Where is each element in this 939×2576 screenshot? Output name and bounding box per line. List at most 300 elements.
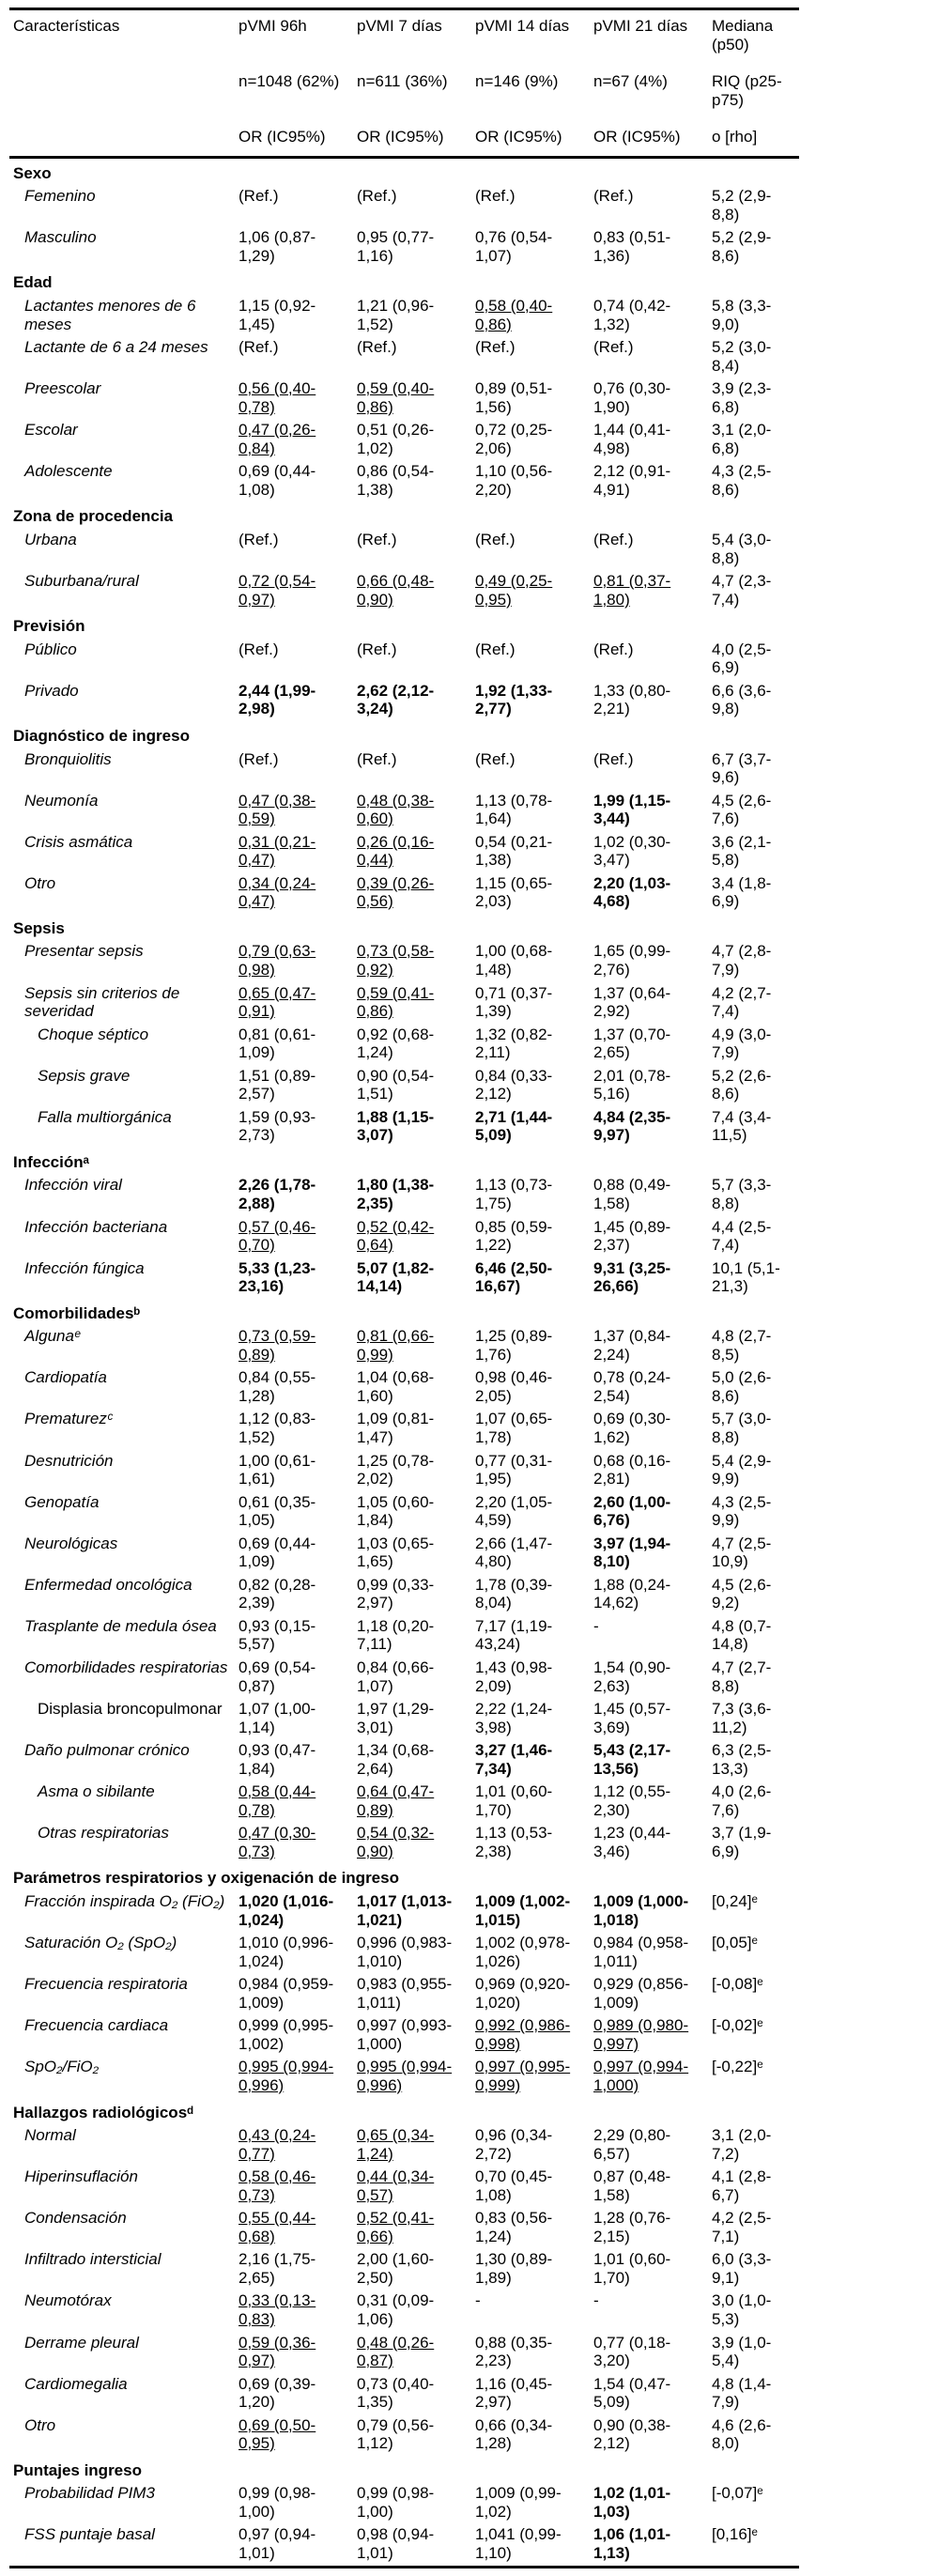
or-cell: 0,997 (0,995-0,999) [475, 2058, 571, 2094]
or-cell: 1,97 (1,29-3,01) [357, 1700, 435, 1736]
median-cell: 4,2 (2,7-7,4) [712, 983, 772, 1021]
or-cell: 2,26 (1,78-2,88) [239, 1176, 316, 1212]
header-pvmi-7d-title: pVMI 7 días [357, 17, 442, 35]
or-cell: 0,99 (0,98-1,00) [239, 2484, 316, 2521]
row-label: Infección fúngica [24, 1258, 145, 1277]
median-cell: 4,7 (2,8-7,9) [712, 942, 772, 979]
or-cell: 1,25 (0,78-2,02) [357, 1451, 435, 1489]
table-row [9, 1932, 799, 1973]
or-cell: 0,989 (0,980-0,997) [593, 2016, 689, 2053]
row-label: Infiltrado intersticial [24, 2250, 162, 2269]
or-cell: - [475, 2291, 481, 2310]
median-cell: [0,05]ᵉ [712, 1934, 758, 1952]
median-cell: 3,6 (2,1-5,8) [712, 832, 772, 870]
row-label: Hiperinsuflación [24, 2167, 138, 2186]
or-cell: 0,33 (0,13-0,83) [239, 2291, 316, 2328]
section-label: Previsión [13, 617, 85, 636]
table-row [9, 2248, 799, 2290]
or-cell: 0,55 (0,44-0,68) [239, 2209, 316, 2245]
or-cell: 0,39 (0,26-0,56) [357, 873, 435, 911]
or-cell: 1,88 (0,24-14,62) [593, 1575, 671, 1612]
table-row [9, 1216, 799, 1257]
or-cell: 1,020 (1,016-1,024) [239, 1892, 334, 1929]
row-label: SpO₂/FiO₂ [24, 2058, 100, 2076]
or-cell: 1,37 (0,70-2,65) [593, 1025, 671, 1062]
row-label: Masculino [24, 228, 97, 247]
row-label: Presentar sepsis [24, 942, 144, 961]
median-cell: 6,3 (2,5-13,3) [712, 1741, 772, 1778]
or-cell: 0,72 (0,54-0,97) [239, 572, 316, 609]
row-label: Crisis asmática [24, 832, 133, 851]
table-row [9, 226, 799, 268]
or-cell: 0,65 (0,34-1,24) [357, 2126, 435, 2163]
table-row [9, 295, 799, 336]
table-row [9, 639, 799, 680]
or-cell: 0,47 (0,38-0,59) [239, 791, 316, 828]
or-cell: 1,13 (0,78-1,64) [475, 791, 553, 828]
or-cell: 2,71 (1,44-5,09) [475, 1107, 553, 1145]
or-cell: 0,95 (0,77-1,16) [357, 228, 435, 265]
table-row [9, 185, 799, 226]
header-mediana-rho: o [rho] [708, 126, 799, 157]
table-row [9, 872, 799, 914]
table-row [9, 1739, 799, 1781]
or-cell: 1,99 (1,15-3,44) [593, 791, 671, 828]
section-label: Parámetros respiratorios y oxigenación de ingreso [13, 1869, 399, 1888]
or-cell: (Ref.) [475, 640, 516, 658]
or-cell: (Ref.) [357, 531, 397, 549]
or-cell: 1,041 (0,99-1,10) [475, 2525, 562, 2562]
row-label: Displasia broncopulmonar [38, 1700, 223, 1719]
table-row [9, 336, 799, 378]
section-row [9, 268, 799, 295]
or-cell: 0,54 (0,32-0,90) [357, 1824, 435, 1860]
row-label: Suburbana/rural [24, 572, 139, 591]
or-cell: 0,58 (0,46-0,73) [239, 2167, 316, 2204]
or-cell: 0,44 (0,34-0,57) [357, 2167, 435, 2204]
table-row [9, 1890, 799, 1932]
or-cell: 1,51 (0,89-2,57) [239, 1066, 316, 1103]
or-cell: 0,86 (0,54-1,38) [357, 462, 435, 499]
median-cell: 3,4 (1,8-6,9) [712, 873, 772, 911]
or-cell: 1,02 (1,01-1,03) [593, 2484, 671, 2521]
or-cell: 3,27 (1,46-7,34) [475, 1741, 553, 1778]
table-row [9, 1491, 799, 1533]
or-cell: 1,01 (0,60-1,70) [475, 1782, 553, 1819]
or-cell: (Ref.) [357, 187, 397, 206]
or-cell: 1,04 (0,68-1,60) [357, 1368, 435, 1405]
or-cell: 2,60 (1,00-6,76) [593, 1492, 671, 1530]
row-label: Choque séptico [38, 1025, 149, 1043]
or-cell: 0,78 (0,24-2,54) [593, 1368, 671, 1405]
or-cell: (Ref.) [239, 531, 279, 549]
table-row [9, 2207, 799, 2248]
or-cell: (Ref.) [593, 338, 634, 357]
or-cell: 0,995 (0,994-0,996) [239, 2058, 334, 2094]
or-cell: 0,48 (0,38-0,60) [357, 791, 435, 828]
row-label: Desnutrición [24, 1451, 114, 1470]
median-cell: 10,1 (5,1-21,3) [712, 1258, 780, 1296]
header-pvmi-96h-n: n=1048 (62%) [239, 72, 340, 91]
median-cell: 3,0 (1,0-5,3) [712, 2291, 772, 2328]
row-label: Otro [24, 873, 56, 892]
median-cell: 6,6 (3,6-9,8) [712, 681, 772, 718]
section-row [9, 1863, 799, 1890]
median-cell: 4,5 (2,6-9,2) [712, 1575, 772, 1612]
or-cell: 0,88 (0,49-1,58) [593, 1176, 671, 1212]
or-cell: 0,995 (0,994-0,996) [357, 2058, 453, 2094]
table-row [9, 790, 799, 831]
or-cell: 1,09 (0,81-1,47) [357, 1410, 435, 1446]
section-row [9, 1299, 799, 1326]
section-label: Sexo [13, 163, 52, 182]
or-cell: 0,51 (0,26-1,02) [357, 421, 435, 457]
or-cell: 1,01 (0,60-1,70) [593, 2250, 671, 2287]
table-row [9, 2166, 799, 2207]
table-row [9, 748, 799, 790]
row-label: Sepsis grave [38, 1066, 131, 1085]
or-cell: 0,69 (0,39-1,20) [239, 2374, 316, 2412]
or-cell: 1,32 (0,82-2,11) [475, 1025, 553, 1062]
or-cell: 0,96 (0,34-2,72) [475, 2126, 553, 2163]
or-cell: 1,017 (1,013-1,021) [357, 1892, 453, 1929]
row-label: Adolescente [24, 462, 113, 481]
or-cell: 0,71 (0,37-1,39) [475, 983, 553, 1021]
or-cell: 1,00 (0,61-1,61) [239, 1451, 316, 1489]
median-cell: 4,0 (2,5-6,9) [712, 640, 772, 677]
or-cell: 0,59 (0,40-0,86) [357, 379, 435, 416]
median-cell: 6,0 (3,3-9,1) [712, 2250, 772, 2287]
row-label: FSS puntaje basal [24, 2525, 155, 2544]
or-cell: 1,15 (0,65-2,03) [475, 873, 553, 911]
row-label: Saturación O₂ (SpO₂) [24, 1934, 177, 1952]
or-cell: 2,12 (0,91-4,91) [593, 462, 671, 499]
row-label: Condensación [24, 2209, 127, 2228]
median-cell: 5,2 (2,9-8,6) [712, 228, 772, 265]
or-cell: 5,07 (1,82-14,14) [357, 1258, 435, 1296]
or-cell: 0,56 (0,40-0,78) [239, 379, 316, 416]
or-cell: 1,010 (0,996-1,024) [239, 1934, 334, 1970]
row-label: Algunaᵉ [24, 1327, 81, 1346]
table-row [9, 2124, 799, 2166]
or-cell: (Ref.) [475, 749, 516, 768]
or-cell: 1,59 (0,93-2,73) [239, 1107, 316, 1145]
header-pvmi-96h-title: pVMI 96h [239, 17, 307, 35]
or-cell: 1,43 (0,98-2,09) [475, 1658, 553, 1695]
or-cell: 0,79 (0,56-1,12) [357, 2415, 435, 2453]
or-cell: 0,97 (0,94-1,01) [239, 2525, 316, 2562]
or-cell: 0,88 (0,35-2,23) [475, 2333, 553, 2370]
row-label: Cardiomegalia [24, 2374, 128, 2393]
row-label: Infección bacteriana [24, 1217, 168, 1236]
median-cell: 5,8 (3,3-9,0) [712, 297, 772, 333]
table-row [9, 1257, 799, 1299]
or-cell: 1,15 (0,92-1,45) [239, 297, 316, 333]
median-cell: 5,4 (2,9-9,9) [712, 1451, 772, 1489]
row-label: Fracción inspirada O₂ (FiO₂) [24, 1892, 225, 1911]
or-cell: 0,47 (0,26-0,84) [239, 421, 316, 457]
row-label: Derrame pleural [24, 2333, 139, 2352]
or-cell: (Ref.) [239, 749, 279, 768]
or-cell: 2,20 (1,05-4,59) [475, 1492, 553, 1530]
or-cell: 1,06 (0,87-1,29) [239, 228, 316, 265]
or-cell: 1,37 (0,64-2,92) [593, 983, 671, 1021]
row-label: Trasplante de medula ósea [24, 1616, 217, 1635]
or-cell: 2,16 (1,75-2,65) [239, 2250, 316, 2287]
or-cell: (Ref.) [357, 640, 397, 658]
or-cell: 0,77 (0,31-1,95) [475, 1451, 553, 1489]
median-cell: 4,7 (2,7-8,8) [712, 1658, 772, 1695]
or-cell: 0,90 (0,54-1,51) [357, 1066, 435, 1103]
or-cell: 1,13 (0,73-1,75) [475, 1176, 553, 1212]
or-cell: 0,49 (0,25-0,95) [475, 572, 553, 609]
or-cell: 0,84 (0,33-2,12) [475, 1066, 553, 1103]
or-cell: 0,72 (0,25-2,06) [475, 421, 553, 457]
or-cell: (Ref.) [357, 338, 397, 357]
or-cell: 1,009 (0,99-1,02) [475, 2484, 562, 2521]
table-row [9, 1822, 799, 1863]
median-cell: 4,4 (2,5-7,4) [712, 1217, 772, 1255]
table-body [9, 157, 799, 2567]
or-cell: 0,929 (0,856-1,009) [593, 1975, 689, 2012]
median-cell: 3,9 (2,3-6,8) [712, 379, 772, 416]
or-cell: 0,26 (0,16-0,44) [357, 832, 435, 870]
row-label: Falla multiorgánica [38, 1107, 172, 1126]
or-cell: 1,88 (1,15-3,07) [357, 1107, 435, 1145]
or-cell: 1,07 (0,65-1,78) [475, 1410, 553, 1446]
row-label: Genopatía [24, 1492, 100, 1511]
or-cell: 0,83 (0,56-1,24) [475, 2209, 553, 2245]
row-label: Frecuencia cardiaca [24, 2016, 169, 2035]
table-row [9, 1174, 799, 1215]
or-cell: 2,66 (1,47-4,80) [475, 1534, 553, 1571]
table-row [9, 1657, 799, 1698]
or-cell: (Ref.) [593, 531, 634, 549]
section-label: Puntajes ingreso [13, 2460, 142, 2479]
or-cell: 0,69 (0,54-0,87) [239, 1658, 316, 1695]
median-cell: 4,7 (2,3-7,4) [712, 572, 772, 609]
or-cell: 0,59 (0,41-0,86) [357, 983, 435, 1021]
table-row [9, 2056, 799, 2097]
or-cell: 1,03 (0,65-1,65) [357, 1534, 435, 1571]
or-cell: 1,80 (1,38-2,35) [357, 1176, 435, 1212]
median-cell: 4,8 (1,4-7,9) [712, 2374, 772, 2412]
table-row [9, 378, 799, 419]
header-pvmi-14d-title: pVMI 14 días [475, 17, 570, 35]
section-row [9, 721, 799, 748]
section-label: Sepsis [13, 918, 65, 937]
or-cell: 0,81 (0,37-1,80) [593, 572, 671, 609]
median-cell: [0,24]ᵉ [712, 1892, 758, 1911]
or-cell: 0,73 (0,59-0,89) [239, 1327, 316, 1364]
or-cell: 0,66 (0,34-1,28) [475, 2415, 553, 2453]
header-pvmi-21d-or: OR (IC95%) [590, 126, 708, 157]
or-cell: 2,44 (1,99-2,98) [239, 681, 316, 718]
table-row [9, 1065, 799, 1106]
row-label: Cardiopatía [24, 1368, 107, 1387]
table-row [9, 2014, 799, 2056]
or-cell: 0,89 (0,51-1,56) [475, 379, 553, 416]
or-cell: 0,79 (0,63-0,98) [239, 942, 316, 979]
header-mediana-title: Mediana (p50) [712, 17, 774, 54]
or-cell: 2,20 (1,03-4,68) [593, 873, 671, 911]
or-cell: 0,34 (0,24-0,47) [239, 873, 316, 911]
table-head [9, 9, 799, 158]
or-cell: 5,33 (1,23-23,16) [239, 1258, 316, 1296]
or-cell: 0,984 (0,958-1,011) [593, 1934, 689, 1970]
or-cell: 0,92 (0,68-1,24) [357, 1025, 435, 1062]
median-cell: 5,2 (2,6-8,6) [712, 1066, 772, 1103]
median-cell: 4,2 (2,5-7,1) [712, 2209, 772, 2245]
table-row [9, 2373, 799, 2414]
or-cell: 0,68 (0,16-2,81) [593, 1451, 671, 1489]
or-cell: 0,69 (0,50-0,95) [239, 2415, 316, 2453]
or-cell: 0,84 (0,55-1,28) [239, 1368, 316, 1405]
or-cell: 1,12 (0,55-2,30) [593, 1782, 671, 1819]
or-cell: 0,31 (0,21-0,47) [239, 832, 316, 870]
row-label: Prematurezᶜ [24, 1410, 113, 1428]
or-cell: 6,46 (2,50-16,67) [475, 1258, 553, 1296]
or-cell: 1,002 (0,978-1,026) [475, 1934, 571, 1970]
header-pvmi-21d-title: pVMI 21 días [593, 17, 688, 35]
or-cell: 0,77 (0,18-3,20) [593, 2333, 671, 2370]
or-cell: 1,65 (0,99-2,76) [593, 942, 671, 979]
or-cell: 0,984 (0,959-1,009) [239, 1975, 334, 2012]
table-row [9, 570, 799, 611]
median-cell: 4,7 (2,5-10,9) [712, 1534, 772, 1571]
or-cell: 0,99 (0,98-1,00) [357, 2484, 435, 2521]
or-cell: 5,43 (2,17-13,56) [593, 1741, 671, 1778]
or-cell: 1,18 (0,20-7,11) [357, 1616, 435, 1654]
median-cell: 4,3 (2,5-9,9) [712, 1492, 772, 1530]
header-caracteristicas: Características [9, 9, 235, 158]
or-cell: 1,02 (0,30-3,47) [593, 832, 671, 870]
row-label: Asma o sibilante [38, 1782, 155, 1801]
or-cell: 0,73 (0,40-1,35) [357, 2374, 435, 2412]
or-cell: 0,59 (0,36-0,97) [239, 2333, 316, 2370]
section-label: Hallazgos radiológicosᵈ [13, 2103, 193, 2121]
or-cell: 0,82 (0,28-2,39) [239, 1575, 316, 1612]
or-cell: (Ref.) [593, 187, 634, 206]
section-label: Comorbilidadesᵇ [13, 1303, 141, 1322]
median-cell: [0,16]ᵉ [712, 2525, 758, 2544]
median-cell: 5,2 (3,0-8,4) [712, 338, 772, 375]
table-row [9, 2523, 799, 2567]
median-cell: 3,7 (1,9-6,9) [712, 1824, 772, 1860]
median-cell: 5,2 (2,9-8,8) [712, 187, 772, 224]
or-cell: 1,34 (0,68-2,64) [357, 1741, 435, 1778]
or-cell: 0,98 (0,46-2,05) [475, 1368, 553, 1405]
or-cell: 1,45 (0,89-2,37) [593, 1217, 671, 1255]
or-cell: 0,31 (0,09-1,06) [357, 2291, 435, 2328]
or-cell: 0,57 (0,46-0,70) [239, 1217, 316, 1255]
row-label: Normal [24, 2126, 76, 2145]
median-cell: [-0,02]ᵉ [712, 2016, 763, 2035]
table-row [9, 1973, 799, 2014]
table-row [9, 1698, 799, 1739]
or-cell: (Ref.) [475, 338, 516, 357]
or-cell: 2,00 (1,60-2,50) [357, 2250, 435, 2287]
table-row [9, 1106, 799, 1148]
or-cell: 0,84 (0,66-1,07) [357, 1658, 435, 1695]
or-cell: 1,33 (0,80-2,21) [593, 681, 671, 718]
header-pvmi-21d-n: n=67 (4%) [593, 72, 668, 91]
median-cell: 7,3 (3,6-11,2) [712, 1700, 772, 1736]
or-cell: 2,01 (0,78-5,16) [593, 1066, 671, 1103]
or-cell: 0,997 (0,994-1,000) [593, 2058, 689, 2094]
or-cell: 1,45 (0,57-3,69) [593, 1700, 671, 1736]
section-row [9, 914, 799, 941]
or-cell: 1,78 (0,39-8,04) [475, 1575, 553, 1612]
median-cell: 4,9 (3,0-7,9) [712, 1025, 772, 1062]
median-cell: 4,5 (2,6-7,6) [712, 791, 772, 828]
or-cell: 1,25 (0,89-1,76) [475, 1327, 553, 1364]
table-row [9, 529, 799, 570]
or-cell: - [593, 1616, 599, 1635]
or-cell: 0,98 (0,94-1,01) [357, 2525, 435, 2562]
median-cell: 5,4 (3,0-8,8) [712, 531, 772, 567]
or-cell: (Ref.) [239, 640, 279, 658]
or-cell: (Ref.) [357, 749, 397, 768]
header-pvmi-96h-or: OR (IC95%) [235, 126, 353, 157]
or-cell: 0,52 (0,41-0,66) [357, 2209, 435, 2245]
table-row [9, 1615, 799, 1657]
or-cell: 0,43 (0,24-0,77) [239, 2126, 316, 2163]
or-cell: 1,28 (0,76-2,15) [593, 2209, 671, 2245]
median-cell: 4,8 (0,7-14,8) [712, 1616, 772, 1654]
row-label: Neumonía [24, 791, 99, 810]
section-label: Zona de procedencia [13, 507, 174, 526]
or-cell: 2,22 (1,24-3,98) [475, 1700, 553, 1736]
or-cell: 0,81 (0,66-0,99) [357, 1327, 435, 1364]
results-table [9, 8, 799, 2568]
or-cell: 1,009 (1,000-1,018) [593, 1892, 689, 1929]
or-cell: (Ref.) [593, 749, 634, 768]
or-cell: 0,969 (0,920-1,020) [475, 1975, 571, 2012]
table-row [9, 1325, 799, 1366]
row-label: Urbana [24, 531, 77, 549]
or-cell: 0,74 (0,42-1,32) [593, 297, 671, 333]
table-row [9, 1408, 799, 1449]
or-cell: 0,58 (0,44-0,78) [239, 1782, 316, 1819]
or-cell: 0,93 (0,15-5,57) [239, 1616, 316, 1654]
section-row [9, 157, 799, 185]
table-row [9, 1533, 799, 1574]
or-cell: 0,69 (0,44-1,08) [239, 462, 316, 499]
row-label: Frecuencia respiratoria [24, 1975, 188, 1994]
row-label: Privado [24, 681, 79, 700]
table-row [9, 2332, 799, 2373]
table-row [9, 2414, 799, 2456]
or-cell: 0,58 (0,40-0,86) [475, 297, 553, 333]
table-row [9, 1450, 799, 1491]
median-cell: 5,7 (3,3-8,8) [712, 1176, 772, 1212]
median-cell: 3,1 (2,0-7,2) [712, 2126, 772, 2163]
or-cell: 1,10 (0,56-2,20) [475, 462, 553, 499]
or-cell: 2,62 (2,12-3,24) [357, 681, 435, 718]
header-pvmi-14d-n: n=146 (9%) [475, 72, 559, 91]
or-cell: (Ref.) [239, 187, 279, 206]
or-cell: 1,00 (0,68-1,48) [475, 942, 553, 979]
or-cell: 0,76 (0,54-1,07) [475, 228, 553, 265]
section-row [9, 2098, 799, 2125]
or-cell: 0,70 (0,45-1,08) [475, 2167, 553, 2204]
or-cell: 1,12 (0,83-1,52) [239, 1410, 316, 1446]
or-cell: 2,29 (0,80-6,57) [593, 2126, 671, 2163]
row-label: Enfermedad oncológica [24, 1575, 192, 1594]
or-cell: 0,999 (0,995-1,002) [239, 2016, 334, 2053]
or-cell: - [593, 2291, 599, 2310]
